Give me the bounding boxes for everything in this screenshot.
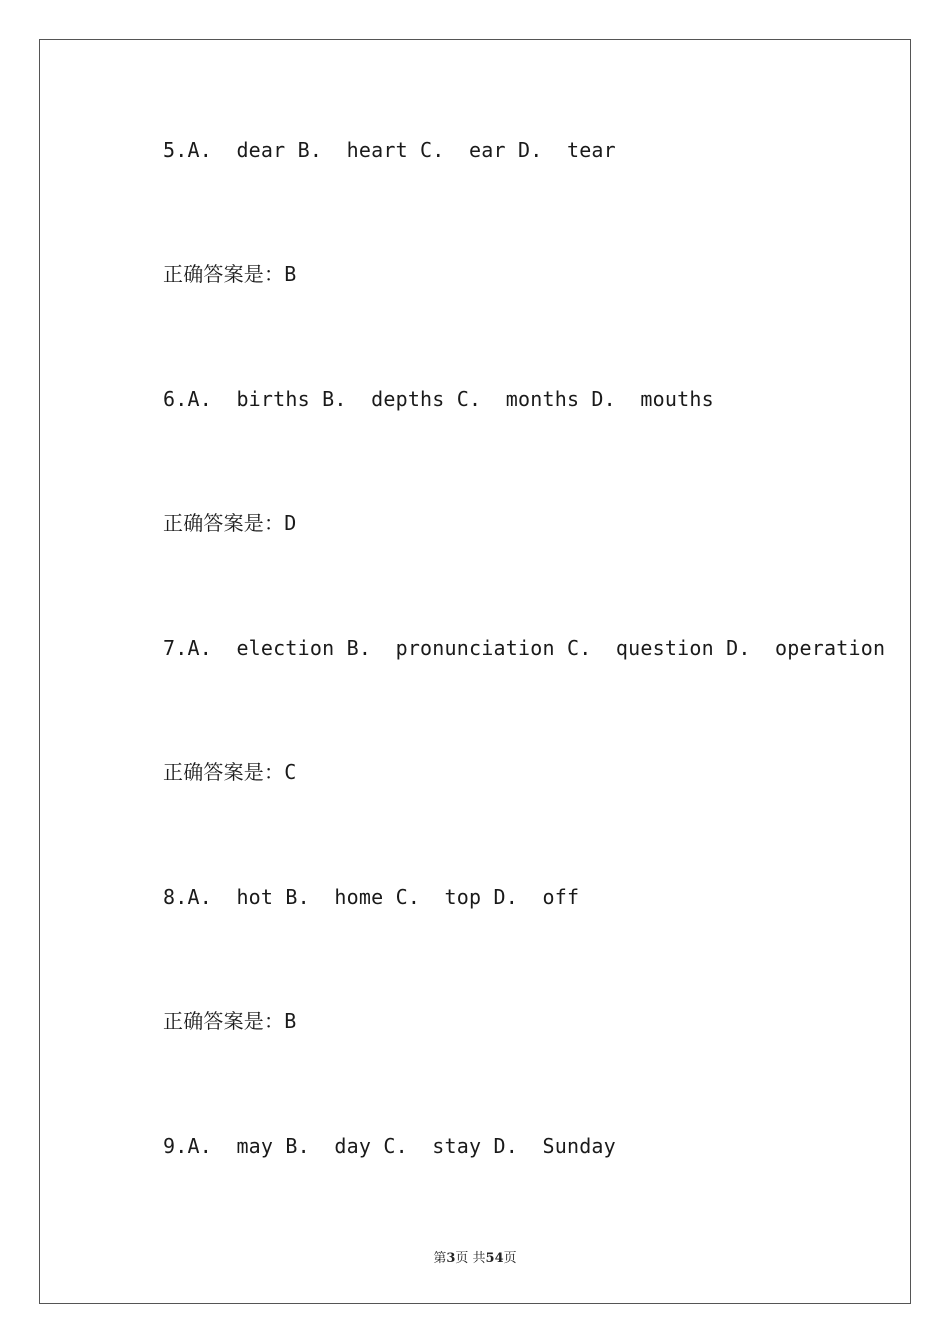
footer-suffix: 页 bbox=[503, 1251, 517, 1266]
answer-5: 正确答案是：B bbox=[163, 262, 297, 286]
page-footer bbox=[0, 1247, 950, 1266]
footer-page-number: 3 bbox=[446, 1251, 456, 1266]
question-7: 7.A. election B. pronunciation C. question D. operation bbox=[163, 636, 886, 660]
footer-total-pages: 54 bbox=[485, 1251, 504, 1266]
page-border bbox=[39, 39, 911, 1304]
footer-middle: 页 共 bbox=[455, 1251, 486, 1266]
footer-prefix: 第 bbox=[433, 1251, 447, 1266]
question-5: 5.A. dear B. heart C. ear D. tear bbox=[163, 138, 616, 162]
question-6: 6.A. births B. depths C. months D. mouths bbox=[163, 387, 714, 411]
answer-7: 正确答案是：C bbox=[163, 760, 297, 784]
answer-6: 正确答案是：D bbox=[163, 511, 297, 535]
question-9: 9.A. may B. day C. stay D. Sunday bbox=[163, 1134, 616, 1158]
question-8: 8.A. hot B. home C. top D. off bbox=[163, 885, 580, 909]
answer-8: 正确答案是：B bbox=[163, 1009, 297, 1033]
